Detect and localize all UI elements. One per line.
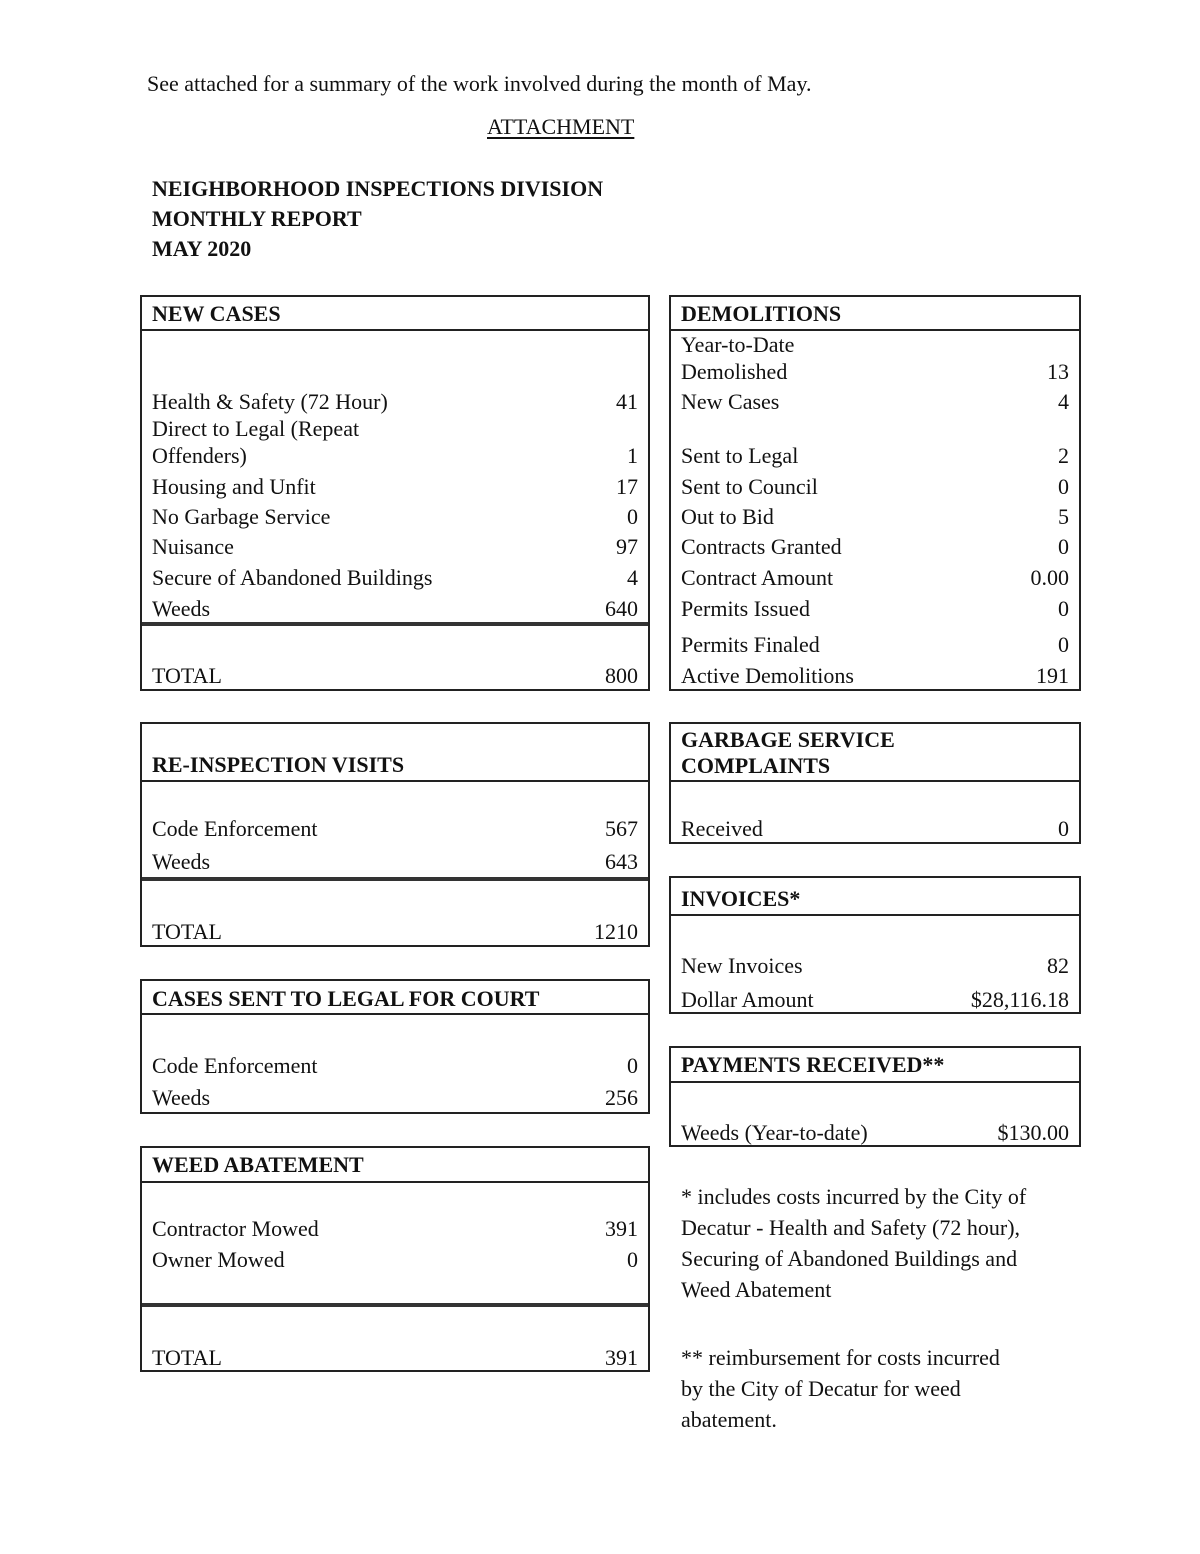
footnote-invoices: * includes costs incurred by the City of Decatur - Health and Safety (72 hour), Securing of Abandoned Buildings and Weed Abatement [681,1184,1027,1302]
table-row: Owner Mowed 0 [152,1247,638,1272]
table-row: New Invoices 82 [681,953,1069,978]
table-row: Sent to Council 0 [681,474,1069,499]
table-row: Direct to Legal (Repeat [152,416,360,441]
table-row: Secure of Abandoned Buildings 4 [152,565,638,590]
reinspection-visits-table [140,722,650,947]
weed-abatement-table [140,1146,650,1372]
table-row: Code Enforcement 567 [152,816,638,841]
table-row: Permits Finaled 0 [681,632,1069,657]
divider [142,1303,648,1307]
weed-abatement-title: WEED ABATEMENT [142,1148,648,1183]
garbage-complaints-title: GARBAGE SERVICE COMPLAINTS [671,724,1079,782]
table-row: Dollar Amount $28,116.18 [681,987,1069,1012]
table-row: Contractor Mowed 391 [152,1216,638,1241]
report-title-monthly: MONTHLY REPORT [152,206,362,231]
table-row: Demolished 13 [681,359,1069,384]
legal-court-table [140,979,650,1114]
table-row: Offenders) 1 [152,443,638,468]
reinspection-visits-title: RE-INSPECTION VISITS [142,724,648,782]
new-cases-title: NEW CASES [142,297,648,331]
attachment-heading: ATTACHMENT [487,114,635,139]
total-row: TOTAL 1210 [152,919,638,944]
table-row: No Garbage Service 0 [152,504,638,529]
table-row: Code Enforcement 0 [152,1053,638,1078]
table-row: Weeds 640 [152,596,638,621]
table-row: New Cases 4 [681,389,1069,414]
table-row: Contracts Granted 0 [681,534,1069,559]
intro-text: See attached for a summary of the work involved during the month of May. [147,71,812,96]
payments-received-table [669,1046,1081,1147]
demolitions-title: DEMOLITIONS [671,297,1079,331]
total-row: TOTAL 391 [152,1345,638,1370]
report-title-division: NEIGHBORHOOD INSPECTIONS DIVISION [152,176,604,201]
table-row: Year-to-Date [681,332,795,357]
table-row: Permits Issued 0 [681,596,1069,621]
table-row: Received 0 [681,816,1069,841]
total-row: TOTAL 800 [152,663,638,688]
table-row: Out to Bid 5 [681,504,1069,529]
table-row: Contract Amount 0.00 [681,565,1069,590]
table-row: Sent to Legal 2 [681,443,1069,468]
table-row: Weeds 256 [152,1085,638,1110]
divider [142,877,648,881]
table-row: Weeds 643 [152,849,638,874]
invoices-table [669,876,1081,1014]
new-cases-table [140,295,650,691]
garbage-complaints-table [669,722,1081,844]
demolitions-table [669,295,1081,691]
legal-court-title: CASES SENT TO LEGAL FOR COURT [142,981,648,1015]
table-row: Weeds (Year-to-date) $130.00 [681,1120,1069,1145]
table-row: Health & Safety (72 Hour) 41 [152,389,638,414]
payments-received-title: PAYMENTS RECEIVED** [671,1048,1079,1083]
table-row: Housing and Unfit 17 [152,474,638,499]
table-row: Nuisance 97 [152,534,638,559]
table-row: Active Demolitions 191 [681,663,1069,688]
invoices-title: INVOICES* [671,878,1079,916]
footnote-payments: ** reimbursement for costs incurred by the City of Decatur for weed abatement. [681,1345,1000,1432]
report-title-date: MAY 2020 [152,236,252,261]
divider [142,622,648,626]
